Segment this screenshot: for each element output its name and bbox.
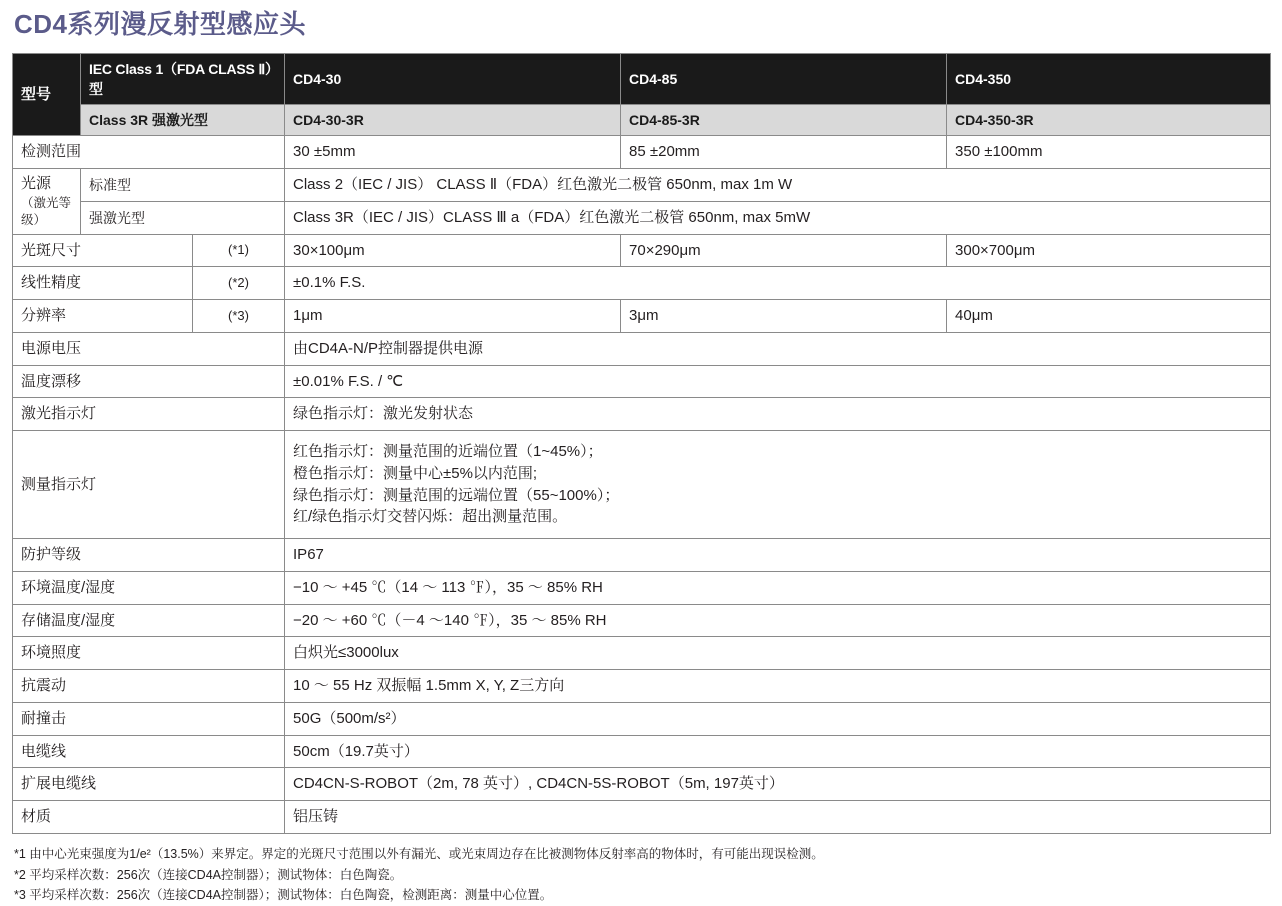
value-vibration-resistance: 10 ～ 55 Hz 双振幅 1.5mm X, Y, Z三方向 <box>285 670 1271 703</box>
table-row <box>13 604 1271 637</box>
value-temperature-drift: ±0.01% F.S. / ℃ <box>285 365 1271 398</box>
value-detection-range-350: 350 ±100mm <box>947 136 1271 169</box>
table-row <box>13 365 1271 398</box>
class3r-label: Class 3R 强激光型 <box>81 105 285 136</box>
row-label-measurement-indicator: 测量指示灯 <box>13 431 285 539</box>
row-label-linearity: 线性精度 <box>13 267 193 300</box>
row-label-ambient-illuminance: 环境照度 <box>13 637 285 670</box>
value-measurement-indicator <box>285 431 1271 539</box>
value-storage-temp-humidity: −20 ～ +60 ℃（－4 ～140 ℉），35 ～ 85% RH <box>285 604 1271 637</box>
row-label-vibration-resistance: 抗震动 <box>13 670 285 703</box>
table-row <box>13 801 1271 834</box>
footnote-2: *2 平均采样次数：256次（连接CD4A控制器）；测试物体：白色陶瓷。 <box>14 867 403 882</box>
value-linearity: ±0.1% F.S. <box>285 267 1271 300</box>
table-row <box>13 702 1271 735</box>
row-label-laser-indicator: 激光指示灯 <box>13 398 285 431</box>
value-ambient-illuminance: 白炽光≤3000lux <box>285 637 1271 670</box>
table-row <box>13 300 1271 333</box>
page-title: CD4系列漫反射型感应头 <box>14 9 307 39</box>
table-row <box>13 234 1271 267</box>
row-label-detection-range: 检测范围 <box>13 136 285 169</box>
row-label-supply-voltage: 电源电压 <box>13 332 285 365</box>
value-resolution-85: 3μm <box>621 300 947 333</box>
value-cable: 50cm（19.7英寸） <box>285 735 1271 768</box>
table-row <box>13 670 1271 703</box>
table-row <box>13 768 1271 801</box>
model-cd4-85-3r: CD4-85-3R <box>621 105 947 136</box>
table-row <box>13 398 1271 431</box>
value-material: 铝压铸 <box>285 801 1271 834</box>
value-spot-size-350: 300×700μm <box>947 234 1271 267</box>
table-row <box>13 431 1271 539</box>
footnotes <box>12 844 1270 906</box>
row-label-extension-cable: 扩展电缆线 <box>13 768 285 801</box>
sub-label-high-power-type: 强激光型 <box>81 201 285 234</box>
row-label-cable: 电缆线 <box>13 735 285 768</box>
value-detection-range-30: 30 ±5mm <box>285 136 621 169</box>
row-label-storage-temp-humidity: 存储温度/湿度 <box>13 604 285 637</box>
row-label-protection-rating: 防护等级 <box>13 539 285 572</box>
table-row <box>13 201 1271 234</box>
sub-label-standard-type: 标准型 <box>81 169 285 202</box>
indicator-line-blink: 红/绿色指示灯交替闪烁：超出测量范围。 <box>293 508 568 526</box>
row-label-shock-resistance: 耐撞击 <box>13 702 285 735</box>
note-spot-size: (*1) <box>193 234 285 267</box>
value-light-source-high-power: Class 3R（IEC / JIS）CLASS Ⅲ a（FDA）红色激光二极管 650nm, max 5mW <box>285 201 1271 234</box>
value-extension-cable: CD4CN-S-ROBOT（2m, 78 英寸）, CD4CN-5S-ROBOT（5m, 197英寸） <box>285 768 1271 801</box>
table-row <box>13 735 1271 768</box>
value-protection-rating: IP67 <box>285 539 1271 572</box>
indicator-line-orange: 橙色指示灯：测量中心±5%以内范围; <box>293 464 538 482</box>
value-supply-voltage: 由CD4A-N/P控制器提供电源 <box>285 332 1271 365</box>
row-label-light-source <box>13 169 81 235</box>
value-ambient-temp-humidity: −10 ～ +45 ℃（14 ～ 113 ℉），35 ～ 85% RH <box>285 571 1271 604</box>
indicator-line-red: 红色指示灯：测量范围的近端位置（1~45%）； <box>293 443 603 461</box>
note-linearity: (*2) <box>193 267 285 300</box>
row-label-material: 材质 <box>13 801 285 834</box>
model-cd4-85: CD4-85 <box>621 53 947 105</box>
light-source-label-main: 光源 <box>21 175 52 193</box>
table-row <box>13 169 1271 202</box>
row-label-spot-size: 光斑尺寸 <box>13 234 193 267</box>
table-header-row-class1 <box>13 53 1271 105</box>
table-row <box>13 267 1271 300</box>
footnote-3: *3 平均采样次数：256次（连接CD4A控制器）；测试物体：白色陶瓷，检测距离：测量中心位置。 <box>14 888 553 903</box>
indicator-line-green: 绿色指示灯：测量范围的远端位置（55~100%）； <box>293 486 620 504</box>
value-laser-indicator: 绿色指示灯：激光发射状态 <box>285 398 1271 431</box>
table-row <box>13 637 1271 670</box>
model-cd4-30-3r: CD4-30-3R <box>285 105 621 136</box>
model-cd4-350-3r: CD4-350-3R <box>947 105 1271 136</box>
model-header-label: 型号 <box>13 53 81 136</box>
value-light-source-standard: Class 2（IEC / JIS） CLASS Ⅱ（FDA）红色激光二极管 650nm, max 1m W <box>285 169 1271 202</box>
table-row <box>13 136 1271 169</box>
row-label-ambient-temp-humidity: 环境温度/湿度 <box>13 571 285 604</box>
model-cd4-350: CD4-350 <box>947 53 1271 105</box>
note-resolution: (*3) <box>193 300 285 333</box>
row-label-resolution: 分辨率 <box>13 300 193 333</box>
table-row <box>13 539 1271 572</box>
class1-label: IEC Class 1（FDA CLASS Ⅱ）型 <box>81 53 285 105</box>
table-header-row-class3r <box>13 105 1271 136</box>
light-source-label-sub: （激光等级） <box>21 195 72 227</box>
table-row <box>13 332 1271 365</box>
specification-table <box>12 53 1271 834</box>
value-spot-size-30: 30×100μm <box>285 234 621 267</box>
value-shock-resistance: 50G（500m/s²） <box>285 702 1271 735</box>
row-label-temperature-drift: 温度漂移 <box>13 365 285 398</box>
model-cd4-30: CD4-30 <box>285 53 621 105</box>
table-row <box>13 571 1271 604</box>
footnote-1: *1 由中心光束强度为1/e²（13.5%）来界定。界定的光斑尺寸范围以外有漏光、或光束周边存在比被测物体反射率高的物体时，有可能出现误检测。 <box>14 846 824 861</box>
value-resolution-30: 1μm <box>285 300 621 333</box>
value-resolution-350: 40μm <box>947 300 1271 333</box>
value-detection-range-85: 85 ±20mm <box>621 136 947 169</box>
value-spot-size-85: 70×290μm <box>621 234 947 267</box>
